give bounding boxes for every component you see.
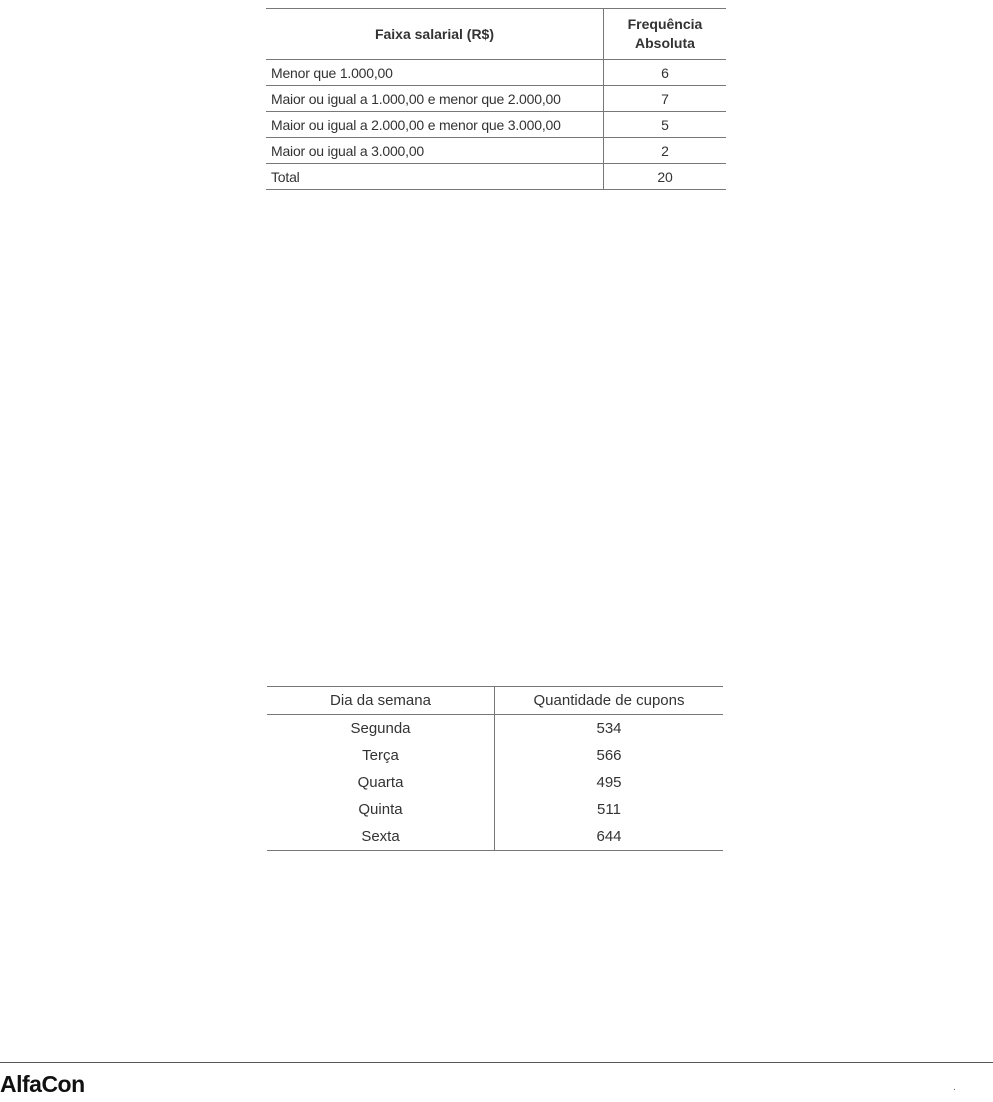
cell-day: Terça <box>362 747 399 764</box>
table-row <box>267 823 723 851</box>
cell-range: Menor que 1.000,00 <box>266 60 603 86</box>
cell-coupons: 534 <box>495 715 724 743</box>
cell-day: Quinta <box>358 801 403 818</box>
table-row <box>266 60 726 86</box>
header-dia-da-semana: Dia da semana <box>267 687 495 715</box>
cell-coupons: 566 <box>495 742 724 769</box>
header-faixa-salarial: Faixa salarial (R$) <box>266 9 603 60</box>
table-row <box>266 86 726 112</box>
table-row <box>267 769 723 796</box>
cell-frequency: 5 <box>603 112 726 138</box>
salary-frequency-table <box>266 8 726 190</box>
cell-coupons: 495 <box>495 769 724 796</box>
cell-coupons: 511 <box>495 796 724 823</box>
table-row <box>267 742 723 769</box>
cell-day: Segunda <box>350 720 411 737</box>
cell-frequency: 7 <box>603 86 726 112</box>
cell-coupons: 644 <box>495 823 724 851</box>
footer-divider <box>0 1062 993 1063</box>
cell-frequency: 2 <box>603 138 726 164</box>
coupons-per-day-table <box>267 686 723 851</box>
table-header-row <box>267 687 723 715</box>
cell-range: Maior ou igual a 3.000,00 <box>266 138 603 164</box>
cell-total-label: Total <box>266 164 603 190</box>
header-frequencia-absoluta: Frequência Absoluta <box>603 9 726 60</box>
table-row <box>266 112 726 138</box>
cell-frequency: 6 <box>603 60 726 86</box>
footer-mark: . <box>953 1082 956 1093</box>
table-header-row <box>266 9 726 60</box>
cell-range: Maior ou igual a 2.000,00 e menor que 3.000,00 <box>266 112 603 138</box>
cell-range: Maior ou igual a 1.000,00 e menor que 2.000,00 <box>266 86 603 112</box>
cell-day: Quarta <box>357 774 404 791</box>
cell-day: Sexta <box>267 823 495 851</box>
header-quantidade-de-cupons: Quantidade de cupons <box>495 687 724 715</box>
table-row <box>267 715 723 743</box>
alfacon-logo: AlfaCon <box>0 1071 85 1097</box>
table-row-total <box>266 164 726 190</box>
table-row <box>266 138 726 164</box>
cell-total-value: 20 <box>603 164 726 190</box>
table-row <box>267 796 723 823</box>
